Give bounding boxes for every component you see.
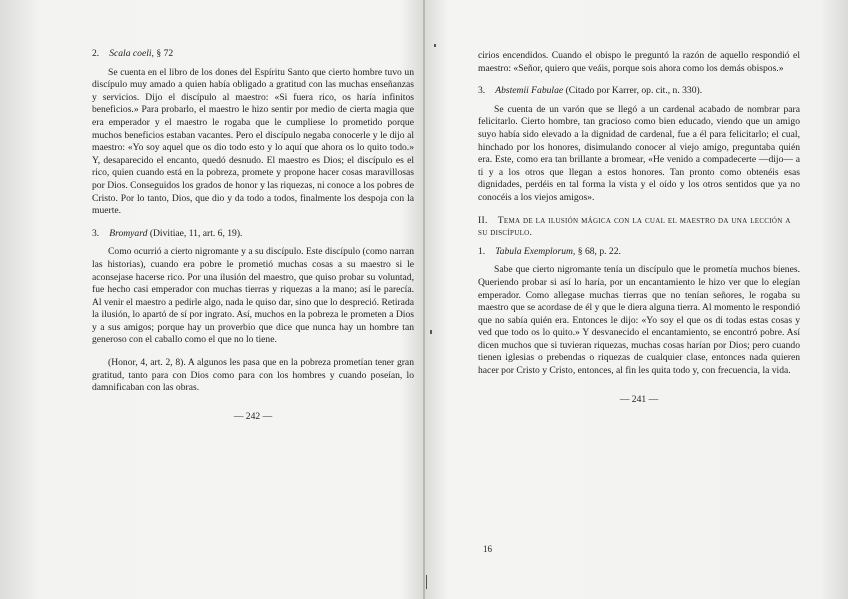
footer-mark: 16 [483,544,492,554]
body-paragraph: cirios encendidos. Cuando el obispo le preguntó la razón de aquello respondió el maestro: «Señor, quiero que veáis, porque sois ahora como los demás obispos.» [478,50,800,74]
page-number: — 241 — [619,393,659,405]
body-paragraph: (Honor, 4, art. 2, 8). A algunos les pasa que en la pobreza prometían tener gran gratitud, tanto para con Dios como para con los hombres y cuando poseían, lo damnificaban con las obras. [92,357,414,394]
section-title-text: Tema de la ilusión mágica con la cual el maestro da una lección a su discípulo. [478,214,791,239]
heading-title: Abstemii Fabulae [495,85,564,97]
body-paragraph: Como ocurrió a cierto nigromante y a su discípulo. Este discípulo (como narran las historias), cuando era pobre le prometió muchas cosas a su maestro si le aconsejase hacerse rico. Por una ilusión del maestro, que quiso probar su voluntad, fue hecho casi emperador con muchas tierras y riquezas a la mano; así le parecía. Al venir el maestro a pedirle algo, nada le quiso dar, sino que lo despreció. Retirada la ilusión, lo apartó de sí por ingrato. Así, muchos en la pobreza le prometen a Dios y a sus amigos; porque hay un proverbio que dice que nunca hay un hombre tan generoso con el caballo como el que no lo tiene. [92,246,414,346]
body-paragraph: Se cuenta de un varón que se llegó a un cardenal acabado de nombrar para felicitarlo. Cierto hombre, tan gracioso como bien educado, viendo que un amigo suyo había sido elevado a la dignidad de cardenal, fue a él para felicitarlo; el cual, hinchado por los honores, disimulando conocer al viejo amigo, preguntaba quién era. Este, como era tan brillante a bromear, «He venido a compadecerte —dijo— a ti y a los otros que llegan a estos honores. Tan pronto como obtenéis esas dignidades, perdéis en tal forma la vista y el oído y los otros sentidos que ya no conocéis a los viejos amigos». [478,103,800,203]
right-page [478,50,800,590]
section-title [478,215,800,240]
heading-reference: § 72 [156,48,174,59]
exemplum-heading [92,228,414,241]
body-paragraph: Se cuenta en el libro de los dones del Espíritu Santo que cierto hombre tuvo un discípulo muy amado a quien había obligado a gratitud con las muchas enseñanzas y servicios. Dijo el discípulo al maestro: «Si fuera rico, os haría infinitos beneficios.» Para probarlo, el maestro le hizo sentir por medio de cierta magia que era emperador y el maestro le rogaba que le cumpliese lo prometido porque muchos beneficios estaban vacantes. Pero el discípulo negaba conocerle y le dijo al maestro: «Yo soy aquel que os dio todo esto y lo aquí que ahora os lo quito todo.» Y, desaparecido el encanto, quedó desnudo. El maestro es Dios; el discípulo es el rico, quien cuando está en la pobreza, promete y propone hacer cosas maravillosas por Dios. Conseguidos los grados de honor y las riquezas, ni conoce a los pobres de Cristo. Por lo tanto, Dios, que dio y da todo a todos, finalmente los despoja con la muerte. [92,66,414,217]
heading-reference: (Citado por Karrer, op. cit., n. 330). [565,85,703,97]
exemplum-heading [478,85,800,98]
section-number: II. [478,214,488,226]
heading-number: 3. [478,85,486,97]
heading-title: Bromyard [109,227,148,239]
body-paragraph: Sabe que cierto nigromante tenía un discípulo que le prometía muchos bienes. Queriendo probar si así lo haría, por un encantamiento le hizo ver que lo elegían emperador. Como allegase muchas tierras que no tenían señores, le rogaba su maestro que se acordase de él y que le diera alguna tierra. Al momento le respondió que no sabía quién era. Entonces le dijo: «Yo soy el que os di todas estas cosas y ved que todo os lo quito.» Y desvanecido el encantamiento, se encontró pobre. Así dicen muchos que si tuvieran riquezas, muchas cosas harían por Dios; pero cuando tienen iglesias o prebendas o riquezas de cualquier clase, entonces nada quieren hacer por Cristo y Cristo, entonces, al fin les quita todo y, con frecuencia, la vida. [478,264,800,377]
scan-speck [434,44,436,47]
exemplum-heading [92,48,414,61]
book-gutter [423,0,425,599]
heading-number: 3. [92,227,100,239]
heading-number: 1. [478,245,486,257]
scan-speck [430,330,432,334]
exemplum-heading [478,246,800,259]
heading-reference: (Divitiae, 11, art. 6, 19). [149,227,243,239]
heading-title: Tabula Exemplorum, [495,245,576,257]
scan-speck [426,575,427,589]
left-page [92,48,414,588]
heading-number: 2. [92,48,100,59]
heading-title: Scala coeli, [109,48,154,59]
page-number: — 242 — [233,410,273,422]
heading-reference: § 68, p. 22. [577,245,621,257]
